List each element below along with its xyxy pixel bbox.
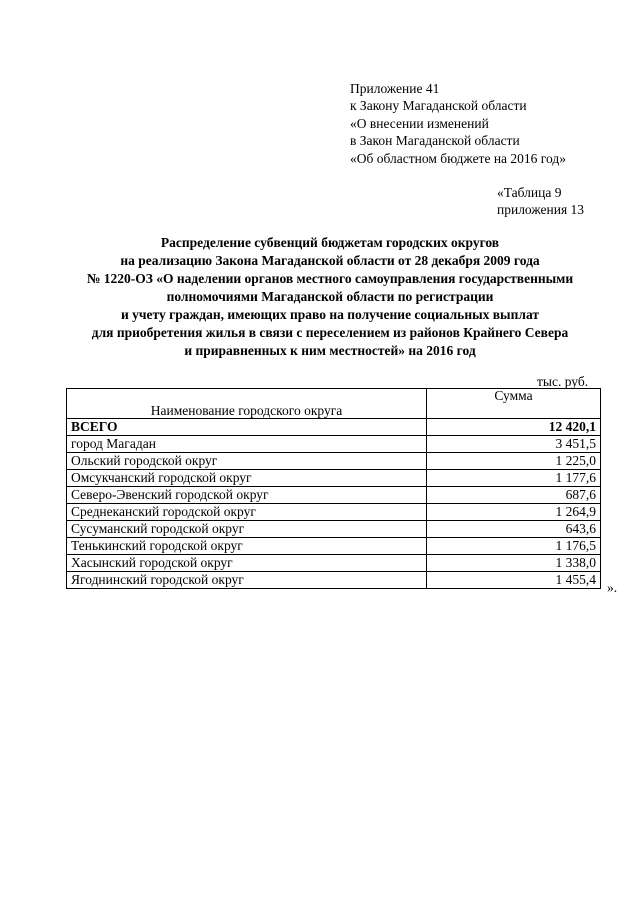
column-header-sum: Сумма — [427, 389, 601, 419]
appendix-line: «О внесении изменений — [350, 115, 489, 131]
heading-line: на реализацию Закона Магаданской области от 28 декабря 2009 года — [120, 253, 540, 268]
district-name: Тенькинский городской округ — [67, 538, 427, 555]
table-reference-line: «Таблица 9 — [497, 185, 562, 200]
table-row — [67, 504, 601, 521]
table-row — [67, 572, 601, 589]
total-row — [67, 419, 601, 436]
unit-label: тыс. руб. — [537, 374, 589, 389]
total-sum: 12 420,1 — [427, 419, 601, 436]
district-name: Омсукчанский городской округ — [67, 470, 427, 487]
table-reference — [497, 184, 584, 219]
district-sum: 1 455,4 — [427, 572, 601, 589]
district-name: Среднеканский городской округ — [67, 504, 427, 521]
district-name: Ягоднинский городской округ — [67, 572, 427, 589]
table-header-row — [67, 389, 601, 419]
heading-line: № 1220-ОЗ «О наделении органов местного самоуправления государственными — [86, 271, 574, 286]
appendix-line: к Закону Магаданской области — [350, 98, 527, 114]
total-label: ВСЕГО — [67, 419, 427, 436]
table-row — [67, 436, 601, 453]
document-heading — [40, 234, 620, 360]
table-row — [67, 521, 601, 538]
heading-line: и приравненных к ним местностей» на 2016 год — [184, 343, 476, 358]
district-name: Хасынский городской округ — [67, 555, 427, 572]
district-sum: 1 338,0 — [427, 555, 601, 572]
heading-line: полномочиями Магаданской области по регистрации — [166, 289, 494, 304]
appendix-line: в Закон Магаданской области — [350, 133, 520, 149]
district-sum: 1 264,9 — [427, 504, 601, 521]
appendix-block — [350, 80, 566, 167]
subvention-table — [66, 388, 601, 589]
heading-line: и учету граждан, имеющих право на получение социальных выплат — [121, 307, 539, 322]
heading-line: для приобретения жилья в связи с переселением из районов Крайнего Севера — [91, 325, 569, 340]
table-row — [67, 555, 601, 572]
district-sum: 1 176,5 — [427, 538, 601, 555]
table-reference-line: приложения 13 — [497, 202, 585, 218]
district-name: Ольский городской округ — [67, 453, 427, 470]
district-name: Сусуманский городской округ — [67, 521, 427, 538]
appendix-line: «Об областном бюджете на 2016 год» — [350, 150, 566, 166]
district-sum: 3 451,5 — [427, 436, 601, 453]
table-row — [67, 453, 601, 470]
district-sum: 643,6 — [427, 521, 601, 538]
district-sum: 1 225,0 — [427, 453, 601, 470]
table-row — [67, 487, 601, 504]
district-name: город Магадан — [67, 436, 427, 453]
district-name: Северо-Эвенский городской округ — [67, 487, 427, 504]
closing-quote-mark: ». — [607, 580, 618, 595]
appendix-line: Приложение 41 — [350, 81, 440, 96]
heading-line: Распределение субвенций бюджетам городских округов — [160, 235, 500, 250]
table-row — [67, 470, 601, 487]
table-row — [67, 538, 601, 555]
district-sum: 687,6 — [427, 487, 601, 504]
column-header-name: Наименование городского округа — [67, 389, 427, 419]
district-sum: 1 177,6 — [427, 470, 601, 487]
